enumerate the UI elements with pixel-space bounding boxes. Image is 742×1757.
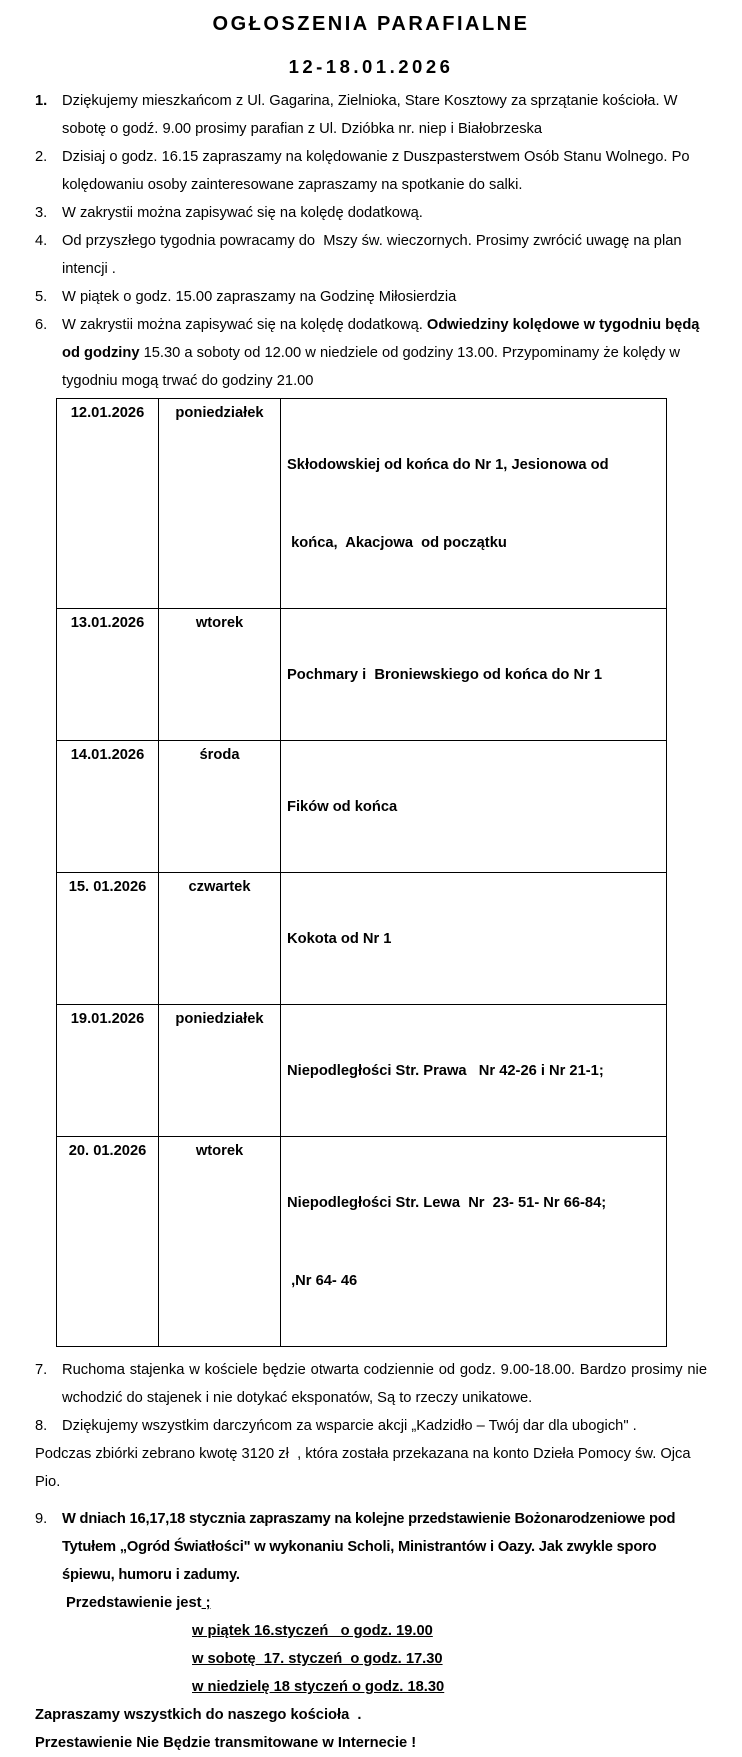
announcement-item-1 xyxy=(35,87,707,143)
announcements-list-after-table xyxy=(35,1356,712,1440)
announcement-item-5 xyxy=(35,283,707,311)
item-text xyxy=(62,1505,707,1589)
day-cell: środa xyxy=(159,741,281,873)
item-text xyxy=(62,283,707,311)
street-line: Skłodowskiej od końca do Nr 1, Jesionowa od xyxy=(287,457,609,473)
item-text xyxy=(62,311,707,395)
table-row xyxy=(57,741,667,873)
item-number: 5. xyxy=(35,289,48,305)
presentation-time-saturday: w sobotę 17. styczeń o godz. 17.30 xyxy=(192,1651,443,1667)
street-line: Fików od końca xyxy=(287,799,398,815)
streets-cell xyxy=(281,1005,667,1137)
presentation-times xyxy=(192,1617,707,1701)
item-number: 1. xyxy=(35,93,48,109)
date-cell: 19.01.2026 xyxy=(57,1005,159,1137)
item-text-segment: 15.30 a soboty od 12.00 w niedziele od godziny 13.00. Przypominamy że kolędy w tygodniu mogą trwać do godziny 21.00 xyxy=(62,345,685,389)
street-line: Niepodległości Str. Lewa Nr 23- 51- Nr 66-84; xyxy=(287,1195,607,1211)
day-cell: poniedziałek xyxy=(159,1005,281,1137)
item-text-segment: Dziękujemy mieszkańcom z Ul. Gagarina, Zielnioka, Stare Kosztowy za sprzątanie kościoła. W sobotę o godź. 9.00 prosimy parafian z Ul. Dzióbka nr. niep i Białobrzeska xyxy=(62,93,682,137)
date-cell: 13.01.2026 xyxy=(57,609,159,741)
day-cell: wtorek xyxy=(159,1137,281,1347)
table-row xyxy=(57,609,667,741)
presentation-intro-suffix: ; xyxy=(201,1595,211,1611)
item-number: 4. xyxy=(35,233,48,249)
item-number: 7. xyxy=(35,1362,48,1378)
item-text-segment-bold: Odwiedziny kolędowe w tygodniu będą od godziny xyxy=(62,317,704,361)
closing-line-invitation: Zapraszamy wszystkich do naszego kościoła . xyxy=(35,1707,362,1723)
item-number: 8. xyxy=(35,1418,48,1434)
presentation-time-friday: w piątek 16.styczeń o godz. 19.00 xyxy=(192,1623,433,1639)
item-number: 6. xyxy=(35,317,48,333)
item-text-segment: Od przyszłego tygodnia powracamy do Mszy św. wieczornych. Prosimy zwrócić uwagę na plan intencji . xyxy=(62,233,686,277)
presentation-intro xyxy=(35,1589,707,1617)
item-text xyxy=(62,87,707,143)
announcement-item-2 xyxy=(35,143,707,199)
closing-line-no-stream: Przestawienie Nie Będzie transmitowane w Internecie ! xyxy=(35,1735,417,1751)
item-text-segment: Ruchoma stajenka w kościele będzie otwarta codziennie od godz. 9.00-18.00. Bardzo prosimy nie wchodzić do stajenek i nie dotykać eksponatów, Są to rzeczy unikatowe. xyxy=(62,1362,712,1406)
street-line: Pochmary i Broniewskiego od końca do Nr 1 xyxy=(287,667,603,683)
item-text-segment: W dniach 16,17,18 stycznia zapraszamy na kolejne przedstawienie Bożonarodzeniowe pod Tytułem „Ogród Światłości" w wykonaniu Scholi, Ministrantów i Oazy. Jak zwykle sporo śpiewu, humoru i zadumy. xyxy=(62,1511,680,1583)
date-cell: 15. 01.2026 xyxy=(57,873,159,1005)
date-cell: 14.01.2026 xyxy=(57,741,159,873)
date-range-subtitle: 12-18.01.2026 xyxy=(288,56,454,77)
table-row xyxy=(57,1005,667,1137)
item-text xyxy=(62,143,707,199)
item-text-segment: Dziękujemy wszystkim darczyńcom za wsparcie akcji „Kadzidło – Twój dar dla ubogich" . xyxy=(62,1418,637,1434)
item-text-segment: W piątek o godz. 15.00 zapraszamy na Godzinę Miłosierdzia xyxy=(62,289,457,305)
item-number: 3. xyxy=(35,205,48,221)
koleda-schedule-table xyxy=(56,398,667,1347)
announcement-item-8 xyxy=(35,1412,707,1440)
announcement-item-9 xyxy=(35,1505,707,1589)
street-line: Niepodległości Str. Prawa Nr 42-26 i Nr 21-1; xyxy=(287,1063,604,1079)
street-line: ,Nr 64- 46 xyxy=(287,1273,358,1289)
announcement-item-4 xyxy=(35,227,707,283)
announcement-item-6 xyxy=(35,311,707,395)
announcement-item-7 xyxy=(35,1356,712,1412)
streets-cell xyxy=(281,609,667,741)
presentation-time-sunday: w niedzielę 18 styczeń o godz. 18.30 xyxy=(192,1679,445,1695)
item-number: 2. xyxy=(35,149,48,165)
item8-continuation-paragraph: Podczas zbiórki zebrano kwotę 3120 zł , która została przekazana na konto Dzieła Pomocy św. Ojca Pio. xyxy=(35,1446,695,1490)
page-title: OGŁOSZENIA PARAFIALNE xyxy=(212,13,530,35)
streets-cell xyxy=(281,741,667,873)
table-row xyxy=(57,1137,667,1347)
table-row xyxy=(57,873,667,1005)
item-text xyxy=(62,1412,707,1440)
streets-cell xyxy=(281,1137,667,1347)
date-cell: 12.01.2026 xyxy=(57,399,159,609)
item-text-segment: W zakrystii można zapisywać się na kolędę dodatkową. xyxy=(62,205,423,221)
item-text-segment: Dzisiaj o godz. 16.15 zapraszamy na kolędowanie z Duszpasterstwem Osób Stanu Wolnego. Po kolędowaniu osoby zainteresowane zapraszamy na spotkanie do salki. xyxy=(62,149,694,193)
item-text xyxy=(62,1356,712,1412)
streets-cell xyxy=(281,873,667,1005)
announcement-item-3 xyxy=(35,199,707,227)
streets-cell xyxy=(281,399,667,609)
item-text xyxy=(62,199,707,227)
street-line: Kokota od Nr 1 xyxy=(287,931,392,947)
day-cell: czwartek xyxy=(159,873,281,1005)
item-text-segment: W zakrystii można zapisywać się na kolędę dodatkową. xyxy=(62,317,427,333)
item-number: 9. xyxy=(35,1511,48,1527)
announcements-list xyxy=(35,87,707,395)
presentation-intro-text: Przedstawienie jest xyxy=(66,1595,202,1611)
day-cell: poniedziałek xyxy=(159,399,281,609)
table-row xyxy=(57,399,667,609)
item-text xyxy=(62,227,707,283)
date-cell: 20. 01.2026 xyxy=(57,1137,159,1347)
day-cell: wtorek xyxy=(159,609,281,741)
street-line: końca, Akacjowa od początku xyxy=(287,535,507,551)
announcement-item-9-block xyxy=(35,1505,707,1589)
